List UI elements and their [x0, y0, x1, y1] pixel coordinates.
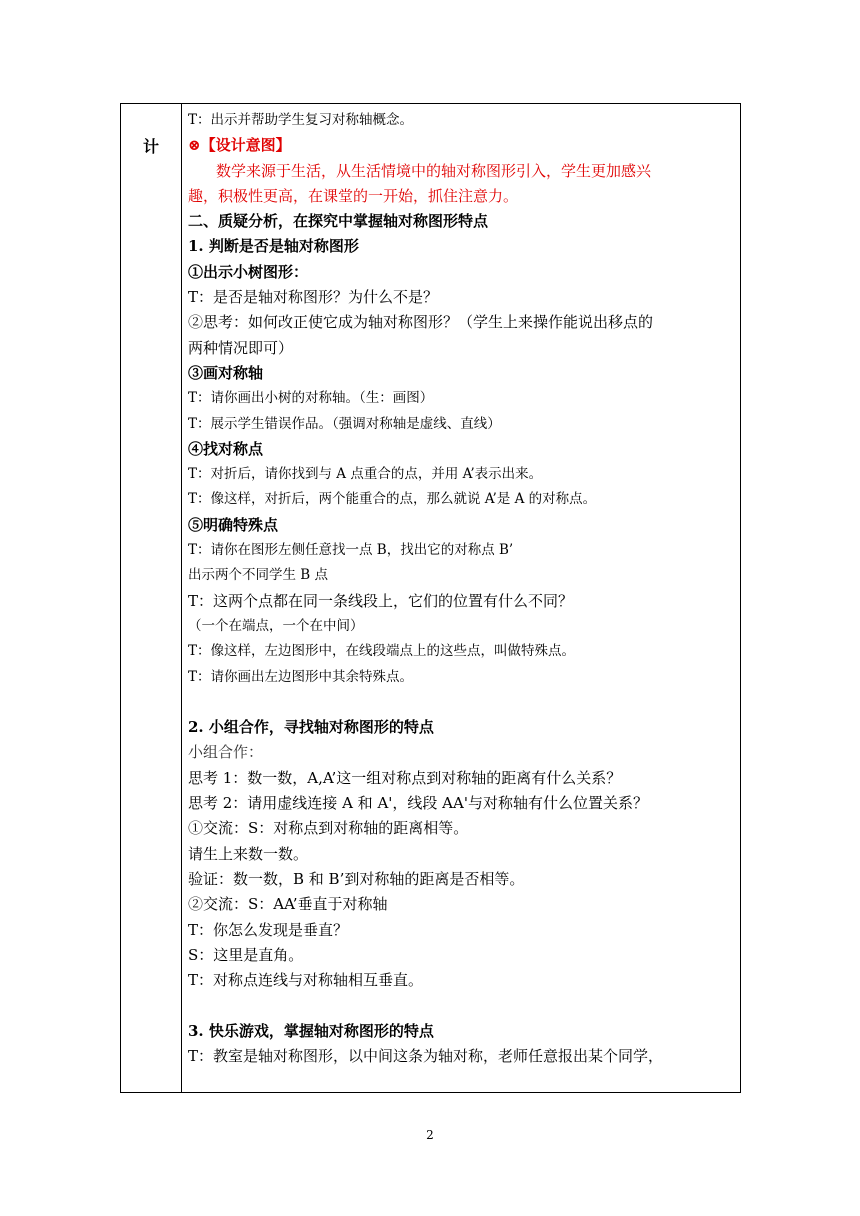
content-line: T：你怎么发现是垂直？: [188, 920, 349, 939]
content-line: ②交流：S：AA’垂直于对称轴: [188, 895, 388, 914]
lesson-content: [188, 108, 736, 1069]
page-number: 2: [426, 1128, 434, 1142]
content-line: T：请你画出小树的对称轴。（生：画图）: [188, 390, 434, 407]
step-heading: ③画对称轴: [188, 363, 264, 382]
content-line: ②思考：如何改正使它成为轴对称图形？（学生上来操作能说出移点的: [188, 313, 654, 332]
content-line: T：这两个点都在同一条线段上，它们的位置有什么不同？: [188, 591, 574, 610]
spacer: [188, 690, 736, 715]
content-line: T：请你画出左边图形中其余特殊点。: [188, 668, 414, 685]
content-line: 小组合作：: [188, 743, 264, 762]
subsection-heading: 2. 小组合作，寻找轴对称图形的特点: [188, 718, 434, 737]
column-divider: [181, 104, 182, 1092]
content-line: 验证：数一数，B 和 B’到对称轴的距离是否相等。: [188, 869, 525, 888]
content-line: 请生上来数一数。: [188, 844, 309, 863]
content-line: T：像这样，对折后，两个能重合的点，那么就说 A’是 A 的对称点。: [188, 491, 597, 508]
content-line: T：对称点连线与对称轴相互垂直。: [188, 971, 424, 990]
content-line: T：是否是轴对称图形？为什么不是？: [188, 288, 439, 307]
content-line: T：出示并帮助学生复习对称轴概念。: [188, 112, 414, 128]
content-line: T：展示学生错误作品。（强调对称轴是虚线、直线）: [188, 415, 501, 432]
content-line: 出示两个不同学生 B 点: [188, 567, 329, 584]
content-line: （一个在端点，一个在中间）: [188, 617, 364, 634]
content-line: 思考 2：请用虚线连接 A 和 A'，线段 AA'与对称轴有什么位置关系？: [188, 794, 648, 813]
design-intent-text: 数学来源于生活，从生活情境中的轴对称图形引入，学生更加感兴: [216, 161, 652, 180]
design-intent-text: 趣，积极性更高，在课堂的一开始，抓住注意力。: [188, 186, 519, 205]
step-heading: ④找对称点: [188, 439, 264, 458]
left-column-label: 计: [142, 137, 159, 156]
content-line: T：教室是轴对称图形，以中间这条为轴对称，老师任意报出某个同学，: [188, 1046, 664, 1065]
step-heading: ⑤明确特殊点: [188, 515, 279, 534]
content-line: T：像这样，左边图形中，在线段端点上的这些点，叫做特殊点。: [188, 643, 576, 660]
content-line: T：对折后，请你找到与 A 点重合的点，并用 A’表示出来。: [188, 466, 543, 483]
content-line: 思考 1：数一数，A,A’这一组对称点到对称轴的距离有什么关系？: [188, 768, 622, 787]
subsection-heading: 3. 快乐游戏，掌握轴对称图形的特点: [188, 1021, 434, 1040]
step-heading: ①出示小树图形：: [188, 262, 309, 281]
content-line: 两种情况即可）: [188, 338, 294, 357]
lesson-plan-table: [120, 103, 741, 1093]
subsection-heading: 1. 判断是否是轴对称图形: [188, 237, 359, 256]
content-line: T：请你在图形左侧任意找一点 B，找出它的对称点 B’: [188, 542, 514, 559]
spacer: [188, 993, 736, 1018]
content-line: ①交流：S：对称点到对称轴的距离相等。: [188, 819, 469, 838]
section-heading: 二、质疑分析，在探究中掌握轴对称图形特点: [188, 212, 489, 231]
design-intent-heading: ⊗【设计意图】: [188, 136, 291, 155]
content-line: S：这里是直角。: [188, 945, 304, 964]
